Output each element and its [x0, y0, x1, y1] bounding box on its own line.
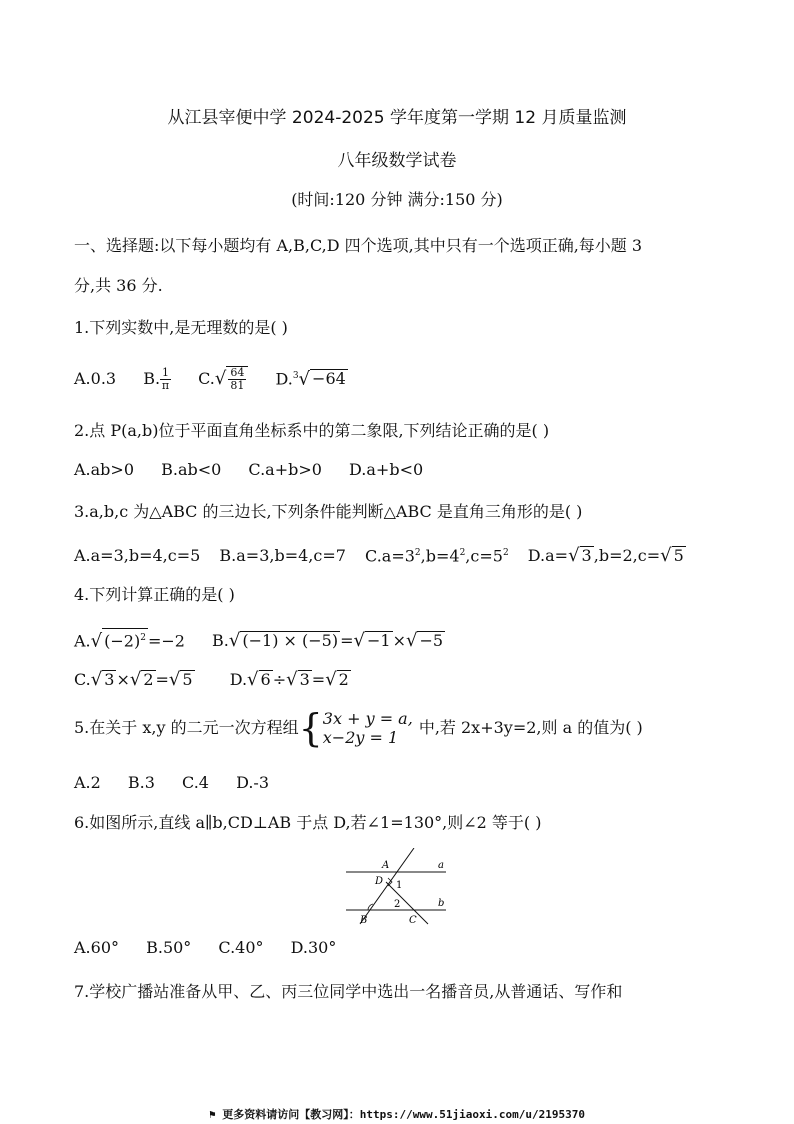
q6-option-a: A.60°: [74, 938, 119, 957]
label-B: B: [360, 915, 368, 926]
q7-stem: 7.学校广播站准备从甲、乙、丙三位同学中选出一名播音员,从普通话、写作和: [74, 982, 623, 1001]
q5-option-a: A.2: [74, 773, 101, 792]
q4-option-c: C.√ 3 ×√ 2 =√ 5: [74, 669, 193, 690]
q5-options: [74, 773, 291, 793]
label-1: 1: [396, 880, 403, 891]
q6-option-d: D.30°: [290, 938, 337, 957]
q3-stem: 3.a,b,c 为△ABC 的三边长,下列条件能判断△ABC 是直角三角形的是( ): [74, 502, 583, 521]
q1-option-c: C.√ $\frac{64}{81}$: [198, 366, 248, 392]
q3-options: [74, 543, 708, 566]
section-heading-line1: 一、选择题:以下每小题均有 A,B,C,D 四个选项,其中只有一个选项正确,每小题 3: [74, 236, 643, 255]
label-D: D: [375, 876, 384, 887]
q4-option-b: B.√ (−1) × (−5) =√ −1 ×√ −5: [212, 630, 444, 652]
equation-system: 3x + y = a, x−2y = 1: [322, 709, 413, 747]
label-C: C: [409, 915, 417, 926]
q3-option-a: A.a=3,b=4,c=5: [74, 546, 201, 566]
q6-option-c: C.40°: [218, 938, 264, 957]
segment-cd: [386, 882, 428, 924]
q3-option-d: D.a=√ 3 ,b=2,c=√ 5: [527, 545, 684, 567]
q4-option-d: D.√ 6 ÷√ 3 =√ 2: [229, 669, 349, 690]
q5-option-b: B.3: [127, 773, 155, 792]
label-A: A: [382, 860, 390, 871]
q1-option-d: D.$^3$√ −64: [275, 368, 346, 390]
q5-stem: 5.在关于 x,y 的二元一次方程组 { 3x + y = a, x−2y = 1 中,若 2x+3y=2,则 a 的值为( ): [74, 706, 643, 750]
q4-options-row1: [74, 628, 467, 651]
q2-stem: 2.点 P(a,b)位于平面直角坐标系中的第二象限,下列结论正确的是( ): [74, 421, 550, 440]
q3-option-b: B.a=3,b=4,c=7: [219, 546, 346, 566]
q4-options-row2: [74, 670, 373, 690]
q4-stem: 4.下列计算正确的是( ): [74, 585, 235, 604]
q2-option-b: B.ab<0: [161, 460, 222, 479]
q1-options: [74, 366, 370, 392]
q2-option-c: C.a+b>0: [248, 460, 322, 479]
label-b: b: [438, 898, 445, 909]
q6-option-b: B.50°: [146, 938, 192, 957]
q1-stem: 1.下列实数中,是无理数的是( ): [74, 318, 288, 337]
system-brace: {: [298, 706, 323, 750]
exam-title: 从江县宰便中学 2024-2025 学年度第一学期 12 月质量监测: [167, 108, 627, 128]
exam-info: (时间:120 分钟 满分:150 分): [291, 190, 503, 209]
q6-figure: [342, 848, 458, 928]
q3-option-c: $C.a=3^2,b=4^2,c=5^2$: [365, 546, 509, 566]
footer-link[interactable]: ⚑ 更多资料请访问【教习网】：https://www.51jiaoxi.com/u/2195370: [209, 1108, 585, 1121]
q2-option-d: D.a+b<0: [349, 460, 424, 479]
label-a: a: [438, 860, 444, 871]
label-2: 2: [394, 899, 401, 910]
section-heading-line2: 分,共 36 分.: [74, 276, 163, 295]
q4-option-a: A.√ $(-2)^2 =-2$: [74, 628, 185, 651]
q6-options: [74, 938, 358, 958]
q6-stem: 6.如图所示,直线 a∥b,CD⊥AB 于点 D,若∠1=130°,则∠2 等于( ): [74, 813, 542, 832]
q2-options: [74, 460, 445, 480]
q5-option-d: D.-3: [236, 773, 270, 792]
q1-option-b: B. $\frac{1}{\pi}$: [143, 366, 170, 393]
q2-option-a: A.ab>0: [74, 460, 135, 479]
exam-subtitle: 八年级数学试卷: [337, 151, 457, 171]
flag-icon: ⚑: [209, 1108, 216, 1121]
q5-option-c: C.4: [182, 773, 209, 792]
q1-option-a: A.0.3: [74, 369, 117, 389]
